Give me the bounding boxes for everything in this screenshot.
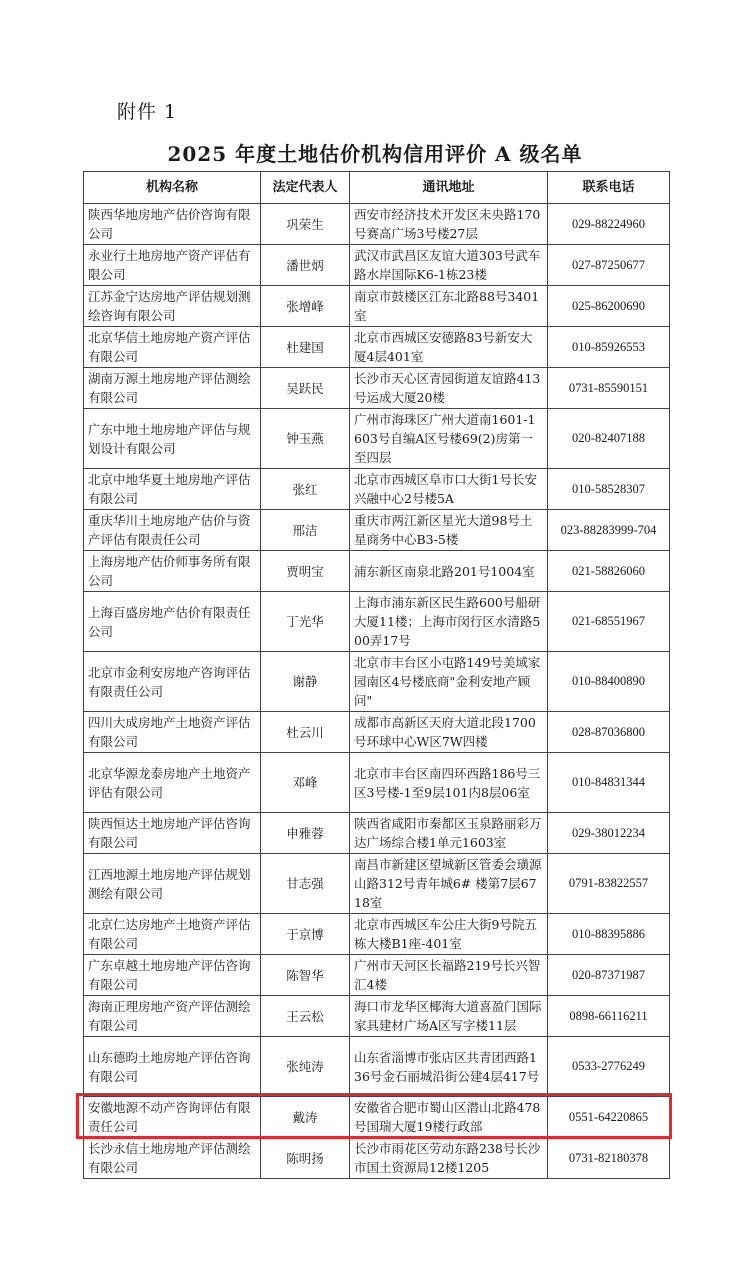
org-cell: 永业行土地房地产资产评估有限公司 (84, 245, 261, 286)
rep-cell: 申雅蓉 (261, 813, 350, 854)
rep-cell: 邢洁 (261, 510, 350, 551)
org-cell: 北京中地华夏土地房地产评估有限公司 (84, 469, 261, 510)
tel-cell: 010-88395886 (548, 914, 670, 955)
rep-cell: 巩荣生 (261, 204, 350, 245)
tel-cell: 0791-83822557 (548, 854, 670, 914)
rep-cell: 谢静 (261, 652, 350, 712)
table-header-row (84, 172, 670, 204)
header-addr: 通讯地址 (350, 172, 548, 204)
addr-cell: 海口市龙华区椰海大道喜盈门国际家具建材广场A区写字楼11层 (350, 996, 548, 1037)
table-row (84, 813, 670, 854)
tel-cell: 021-58826060 (548, 551, 670, 592)
page-title: 2025 年度土地估价机构信用评价 A 级名单 (167, 142, 583, 166)
rep-cell: 陈明扬 (261, 1138, 350, 1179)
tel-cell: 010-58528307 (548, 469, 670, 510)
rep-cell: 于京博 (261, 914, 350, 955)
tel-cell: 029-88224960 (548, 204, 670, 245)
table-row (84, 1138, 670, 1179)
rep-cell: 丁光华 (261, 592, 350, 652)
addr-cell: 上海市浦东新区民生路600号船研大厦11楼；上海市闵行区水清路500弄17号 (350, 592, 548, 652)
table-row (84, 652, 670, 712)
org-cell: 北京仁达房地产土地资产评估有限公司 (84, 914, 261, 955)
org-cell: 湖南万源土地房地产评估测绘有限公司 (84, 368, 261, 409)
addr-cell: 武汉市武昌区友谊大道303号武车路水岸国际K6-1栋23楼 (350, 245, 548, 286)
table-row (84, 712, 670, 753)
org-cell: 江西地源土地房地产评估规划测绘有限公司 (84, 854, 261, 914)
addr-cell: 北京市西城区阜市口大街1号长安兴融中心2号楼5A (350, 469, 548, 510)
tel-cell: 027-87250677 (548, 245, 670, 286)
org-cell: 重庆华川土地房地产估价与资产评估有限责任公司 (84, 510, 261, 551)
table-row (84, 1037, 670, 1097)
tel-cell: 025-86200690 (548, 286, 670, 327)
rep-cell: 杜建国 (261, 327, 350, 368)
table-row (84, 245, 670, 286)
table-row (84, 854, 670, 914)
tel-cell: 023-88283999-704 (548, 510, 670, 551)
addr-cell: 北京市丰台区小屯路149号美域家园南区4号楼底商"金利安地产顾问" (350, 652, 548, 712)
table-row (84, 469, 670, 510)
rep-cell: 张增峰 (261, 286, 350, 327)
addr-cell: 北京市西城区安德路83号新安大厦4层401室 (350, 327, 548, 368)
rep-cell: 王云松 (261, 996, 350, 1037)
tel-cell: 010-88400890 (548, 652, 670, 712)
rep-cell: 钟玉燕 (261, 409, 350, 469)
rep-cell: 杜云川 (261, 712, 350, 753)
org-cell: 广东中地土地房地产评估与规划设计有限公司 (84, 409, 261, 469)
addr-cell: 成都市高新区天府大道北段1700号环球中心W区7W四楼 (350, 712, 548, 753)
table-row (84, 510, 670, 551)
org-cell: 上海房地产估价师事务所有限公司 (84, 551, 261, 592)
tel-cell: 0898-66116211 (548, 996, 670, 1037)
rep-cell: 张纯涛 (261, 1037, 350, 1097)
rep-cell: 张红 (261, 469, 350, 510)
addr-cell: 重庆市两江新区星光大道98号土星商务中心B3-5楼 (350, 510, 548, 551)
addr-cell: 安徽省合肥市蜀山区潜山北路478号国瑞大厦19楼行政部 (350, 1097, 548, 1138)
org-cell: 陕西恒达土地房地产评估咨询有限公司 (84, 813, 261, 854)
rep-cell: 邓峰 (261, 753, 350, 813)
addr-cell: 广州市海珠区广州大道南1601-1603号自编A区号楼69(2)房第一至四层 (350, 409, 548, 469)
tel-cell: 029-38012234 (548, 813, 670, 854)
addr-cell: 陕西省咸阳市秦都区玉泉路丽彩万达广场综合楼1单元1603室 (350, 813, 548, 854)
addr-cell: 西安市经济技术开发区未央路170号赛高广场3号楼27层 (350, 204, 548, 245)
org-cell: 北京华信土地房地产资产评估有限公司 (84, 327, 261, 368)
rep-cell: 陈智华 (261, 955, 350, 996)
table-row (84, 753, 670, 813)
tel-cell: 0731-82180378 (548, 1138, 670, 1179)
addr-cell: 北京市西城区车公庄大街9号院五栋大楼B1座-401室 (350, 914, 548, 955)
header-org: 机构名称 (84, 172, 261, 204)
org-cell: 北京市金利安房地产咨询评估有限责任公司 (84, 652, 261, 712)
tel-cell: 028-87036800 (548, 712, 670, 753)
table-row (84, 592, 670, 652)
org-cell: 北京华源龙泰房地产土地资产评估有限公司 (84, 753, 261, 813)
addr-cell: 长沙市雨花区劳动东路238号长沙市国土资源局12楼1205 (350, 1138, 548, 1179)
addr-cell: 南京市鼓楼区江东北路88号3401室 (350, 286, 548, 327)
rep-cell: 吴跃民 (261, 368, 350, 409)
rep-cell: 戴涛 (261, 1097, 350, 1138)
rep-cell: 潘世炳 (261, 245, 350, 286)
header-rep: 法定代表人 (261, 172, 350, 204)
table-row (84, 996, 670, 1037)
org-cell: 海南正理房地产资产评估测绘有限公司 (84, 996, 261, 1037)
tel-cell: 020-87371987 (548, 955, 670, 996)
highlight-box (76, 1093, 672, 1139)
table-row (84, 368, 670, 409)
org-cell: 安徽地源不动产咨询评估有限责任公司 (84, 1097, 261, 1138)
org-cell: 陕西华地房地产估价咨询有限公司 (84, 204, 261, 245)
tel-cell: 021-68551967 (548, 592, 670, 652)
tel-cell: 0533-2776249 (548, 1037, 670, 1097)
org-cell: 四川大成房地产土地资产评估有限公司 (84, 712, 261, 753)
addr-cell: 广州市天河区长福路219号长兴智汇4楼 (350, 955, 548, 996)
tel-cell: 0731-85590151 (548, 368, 670, 409)
org-cell: 上海百盛房地产估价有限责任公司 (84, 592, 261, 652)
rep-cell: 甘志强 (261, 854, 350, 914)
tel-cell: 020-82407188 (548, 409, 670, 469)
org-cell: 广东卓越土地房地产评估咨询有限公司 (84, 955, 261, 996)
header-tel: 联系电话 (548, 172, 670, 204)
table-row (84, 286, 670, 327)
addr-cell: 北京市丰台区南四环西路186号三区3号楼-1至9层101内8层06室 (350, 753, 548, 813)
table-row (84, 204, 670, 245)
table-row (84, 327, 670, 368)
addr-cell: 南昌市新建区望城新区管委会璜源山路312号青年城6# 楼第7层6718室 (350, 854, 548, 914)
table-row (84, 409, 670, 469)
addr-cell: 浦东新区南泉北路201号1004室 (350, 551, 548, 592)
tel-cell: 010-84831344 (548, 753, 670, 813)
tel-cell: 010-85926553 (548, 327, 670, 368)
org-cell: 江苏金宁达房地产评估规划测绘咨询有限公司 (84, 286, 261, 327)
table-row (84, 551, 670, 592)
attachment-label: 附件 1 (117, 101, 178, 123)
org-cell: 长沙永信土地房地产评估测绘有限公司 (84, 1138, 261, 1179)
addr-cell: 山东省淄博市张店区共青团西路136号金石丽城沿街公建4层417号 (350, 1037, 548, 1097)
rep-cell: 贾明宝 (261, 551, 350, 592)
tel-cell: 0551-64220865 (548, 1097, 670, 1138)
table-row (84, 955, 670, 996)
org-cell: 山东德昀土地房地产评估咨询有限公司 (84, 1037, 261, 1097)
rating-table (83, 171, 670, 1179)
table-row (84, 914, 670, 955)
addr-cell: 长沙市天心区青园街道友谊路413号运成大厦20楼 (350, 368, 548, 409)
